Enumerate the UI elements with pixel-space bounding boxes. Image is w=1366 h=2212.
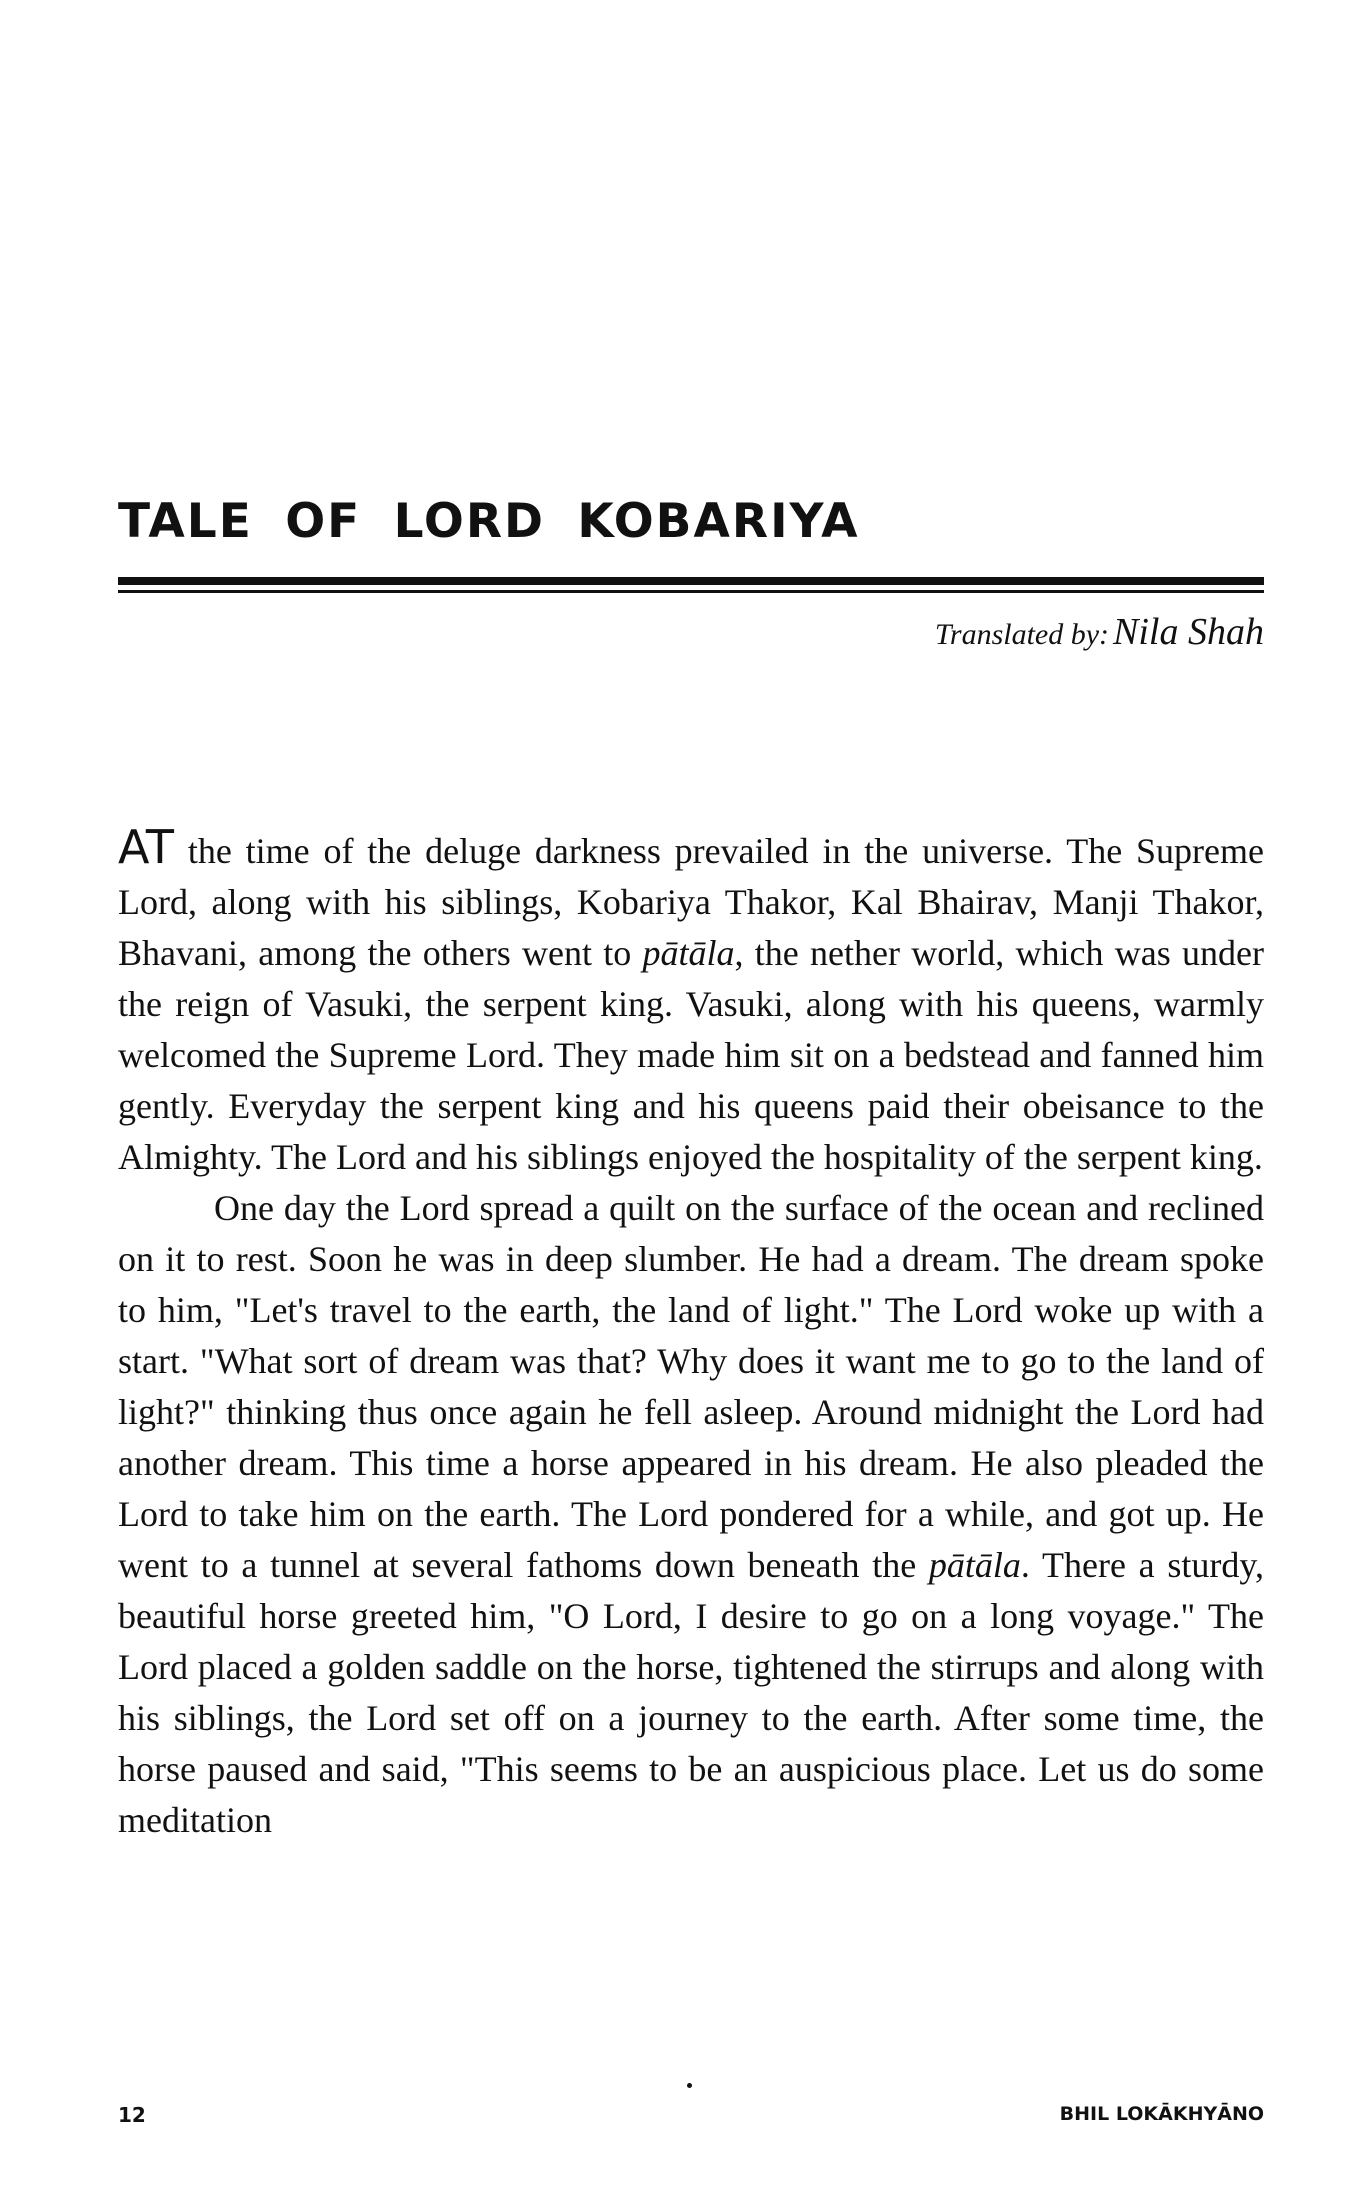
page-number: 12 [118,2103,146,2127]
translator-byline [935,610,1264,654]
paragraph-2 [118,1183,1264,1846]
paragraph-1 [118,822,1264,1183]
running-book-title: BHIL LOKĀKHYĀNO [1059,2103,1264,2125]
paragraph-2-text-a: One day the Lord spread a quilt on the surface of the ocean and reclined on it to rest. Soon he was in deep slumber. He had a dream. The dream spoke to him, "Let's travel to the earth, the land of light." The Lord woke up with a start. "What sort of dream was that? Why does it want me to go to the land of light?" thinking thus once again he fell asleep. Around midnight the Lord had another dream. This time a horse appeared in his dream. He also pleaded the Lord to take him on the earth. The Lord pondered for a while, and got up. He went to a tunnel at several fathoms down beneath the [118,1188,1264,1585]
lead-word: AT [118,820,174,874]
footer-dot [687,2083,692,2088]
chapter-title: TALE OF LORD KOBARIYA [118,494,860,549]
paragraph-2-text-b: . There a sturdy, beautiful horse greeted him, "O Lord, I desire to go on a long voyage." The Lord placed a golden saddle on the horse, tightened the stirrups and along with his siblings, the Lord set off on a journey to the earth. After some time, the horse paused and said, "This seems to be an auspicious place. Let us do some meditation [118,1545,1264,1840]
term-patala: pātāla [642,933,735,973]
byline-label: Translated by: [934,618,1110,651]
book-page [118,0,1264,2212]
title-rule-thick [118,577,1264,585]
term-patala: pātāla [928,1545,1021,1585]
paragraph-1-text-a: the time of the deluge darkness prevailed in the universe. The Supreme Lord, along with his siblings, Kobariya Thakor, Kal Bhairav, Manji Thakor, Bhavani, among the others went to [118,831,1264,973]
chapter-body [118,822,1264,1846]
paragraph-1-text-b: , the nether world, which was under the reign of Vasuki, the serpent king. Vasuki, along with his queens, warmly welcomed the Supreme Lord. They made him sit on a bedstead and fanned him gently. Everyday the serpent king and his queens paid their obeisance to the Almighty. The Lord and his siblings enjoyed the hospitality of the serpent king. [118,933,1264,1177]
title-rule-thin [118,590,1264,593]
translator-name: Nila Shah [1113,611,1264,653]
